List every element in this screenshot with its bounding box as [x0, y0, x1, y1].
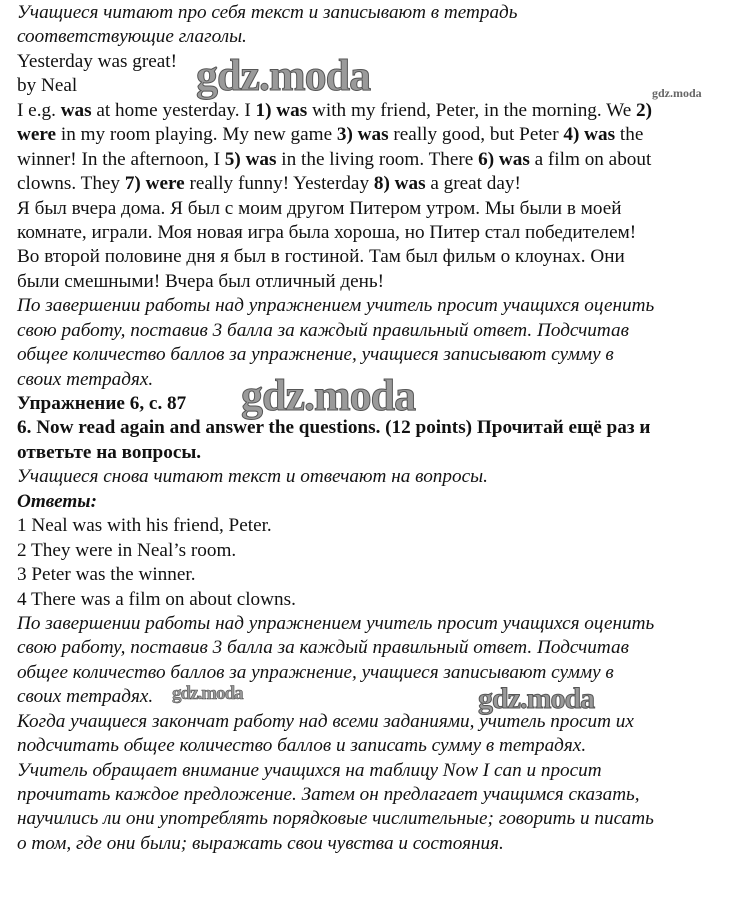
bold-text: Ответы:	[17, 490, 98, 512]
watermark-logo: gdz.moda	[241, 371, 416, 420]
text-segment: научились ли они употреблять порядковые числительные; говорить и писать	[17, 808, 654, 830]
text-line	[17, 465, 747, 489]
text-segment: winner! In the afternoon, I	[17, 148, 225, 170]
text-line	[17, 783, 747, 807]
text-segment: общее количество баллов за упражнение, учащиеся записывают сумму в	[17, 661, 614, 683]
text-segment: свою работу, поставив 3 балла за каждый правильный ответ. Подсчитав	[17, 319, 629, 341]
text-line	[17, 734, 747, 758]
text-line	[17, 563, 747, 587]
text-segment: 2 They were in Neal’s room.	[17, 539, 237, 561]
text-line	[17, 319, 747, 343]
text-segment: общее количество баллов за упражнение, учащиеся записывают сумму в	[17, 344, 614, 366]
bold-text: 6. Now read again and answer the questions. (12 points) Прочитай ещё раз и	[17, 417, 651, 439]
text-segment: by Neal	[17, 75, 78, 97]
text-line	[17, 245, 747, 269]
text-line	[17, 197, 747, 221]
text-segment: really good, but Peter	[388, 124, 564, 146]
text-line	[17, 50, 747, 74]
watermark-logo: gdz.moda	[196, 51, 371, 100]
bold-text: 3) was	[336, 124, 389, 146]
text-line	[17, 514, 747, 538]
text-segment: with my friend, Peter, in the morning. We	[307, 99, 637, 121]
bold-text: 5) was	[224, 148, 277, 170]
text-segment: своих тетрадях.	[17, 686, 154, 708]
text-segment: at home yesterday. I	[91, 99, 256, 121]
text-segment: really funny! Yesterday	[184, 173, 374, 195]
text-line	[17, 490, 747, 514]
text-segment: комнате, играли. Моя новая игра была хороша, но Питер стал победителем!	[17, 221, 637, 243]
text-line	[17, 441, 747, 465]
text-segment: in the living room. There	[276, 148, 479, 170]
document-body	[17, 1, 747, 856]
text-segment: Учащиеся читают про себя текст и записывают в тетрадь	[17, 2, 518, 23]
text-line	[17, 588, 747, 612]
bold-text: 2)	[636, 99, 653, 121]
bold-text: Упражнение 6, с. 87	[17, 393, 187, 414]
text-segment: a film on about	[529, 148, 652, 170]
bold-text: ответьте на вопросы.	[17, 441, 202, 463]
bold-text: 4) was	[563, 124, 616, 146]
text-line	[17, 172, 747, 196]
text-line	[17, 710, 747, 734]
text-segment: in my room playing. My new game	[56, 124, 337, 146]
text-segment: a great day!	[425, 173, 521, 195]
text-line	[17, 539, 747, 563]
bold-text: 6) was	[478, 148, 530, 170]
text-line	[17, 636, 747, 660]
text-segment: Учащиеся снова читают текст и отвечают на вопросы.	[17, 466, 488, 488]
text-segment: свою работу, поставив 3 балла за каждый правильный ответ. Подсчитав	[17, 637, 629, 659]
text-line	[17, 343, 747, 367]
text-segment: о том, где они были; выражать свои чувства и состояния.	[17, 832, 504, 854]
text-line	[17, 685, 747, 709]
bold-text: was	[60, 99, 92, 121]
text-segment: 4 There was a film on about clowns.	[17, 588, 296, 610]
text-line	[17, 148, 747, 172]
text-segment: подсчитать общее количество баллов и записать сумму в тетрадях.	[17, 735, 587, 757]
text-segment: Yesterday was great!	[17, 50, 178, 72]
text-line	[17, 759, 747, 783]
text-line	[17, 612, 747, 636]
text-segment: Во второй половине дня я был в гостиной. Там был фильм о клоунах. Они	[17, 246, 625, 268]
text-line	[17, 221, 747, 245]
text-segment: 3 Peter was the winner.	[17, 564, 196, 586]
text-segment: clowns. They	[17, 173, 125, 195]
text-segment: Учитель обращает внимание учащихся на таблицу Now I can и просит	[17, 759, 602, 781]
text-line	[17, 807, 747, 831]
text-segment: своих тетрадях.	[17, 368, 154, 390]
text-line	[17, 294, 747, 318]
text-line	[17, 25, 747, 49]
text-line	[17, 270, 747, 294]
text-segment: the	[615, 124, 644, 146]
bold-text: 7) were	[124, 173, 185, 195]
text-line	[17, 74, 747, 98]
text-segment: были смешными! Вчера был отличный день!	[17, 270, 385, 292]
bold-text: 1) was	[255, 99, 308, 121]
text-segment: Я был вчера дома. Я был с моим другом Питером утром. Мы были в моей	[17, 197, 622, 219]
text-line	[17, 123, 747, 147]
bold-text: 8) was	[373, 173, 426, 195]
text-segment: прочитать каждое предложение. Затем он предлагает учащимся сказать,	[17, 784, 640, 805]
bold-text: were	[17, 124, 57, 146]
text-line	[17, 99, 747, 123]
text-line	[17, 661, 747, 685]
text-line	[17, 832, 747, 856]
watermark-logo: gdz.moda	[652, 86, 702, 100]
text-line	[17, 1, 747, 25]
text-segment: Когда учащиеся закончат работу над всеми заданиями, учитель просит их	[17, 710, 634, 732]
text-segment: 1 Neal was with his friend, Peter.	[17, 515, 272, 537]
text-segment: По завершении работы над упражнением учитель просит учащихся оценить	[17, 612, 655, 634]
text-segment: соответствующие глаголы.	[17, 26, 247, 48]
watermark-logo: gdz.moda	[172, 683, 243, 704]
watermark-logo: gdz.moda	[478, 682, 595, 715]
text-segment: I e.g.	[17, 99, 61, 121]
text-segment: По завершении работы над упражнением учитель просит учащихся оценить	[17, 295, 655, 317]
